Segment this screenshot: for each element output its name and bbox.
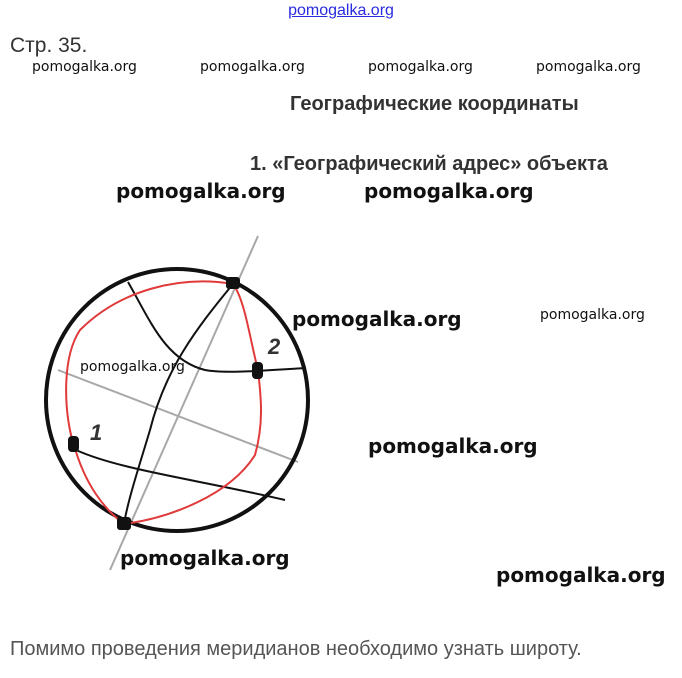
marker-point-1 [68,436,79,452]
point-1-label: 1 [90,420,103,445]
equator-line [58,370,298,462]
marker-top [226,277,240,289]
meridian-line [124,284,233,524]
watermark: pomogalka.org [540,307,645,323]
marker-point-2 [252,362,263,379]
watermark: pomogalka.org [80,359,185,375]
caption-text: Помимо проведения меридианов необходимо узнать широту. [10,638,582,660]
site-link[interactable]: pomogalka.org [288,2,394,19]
watermark: pomogalka.org [32,59,137,75]
page-number: Стр. 35. [10,34,88,57]
point-2-label: 2 [268,334,281,359]
task-title: 1. «Географический адрес» объекта [250,153,608,175]
watermark: pomogalka.org [364,179,534,203]
watermark: pomogalka.org [200,59,305,75]
watermark: pomogalka.org [368,59,473,75]
watermark: pomogalka.org [536,59,641,75]
watermark: pomogalka.org [116,179,286,203]
section-title: Географические координаты [290,93,579,115]
globe-outline [46,269,308,531]
marker-bottom [117,517,131,530]
watermark: pomogalka.org [120,546,290,570]
watermark: pomogalka.org [496,563,666,587]
watermark: pomogalka.org [292,307,462,331]
watermark: pomogalka.org [368,434,538,458]
